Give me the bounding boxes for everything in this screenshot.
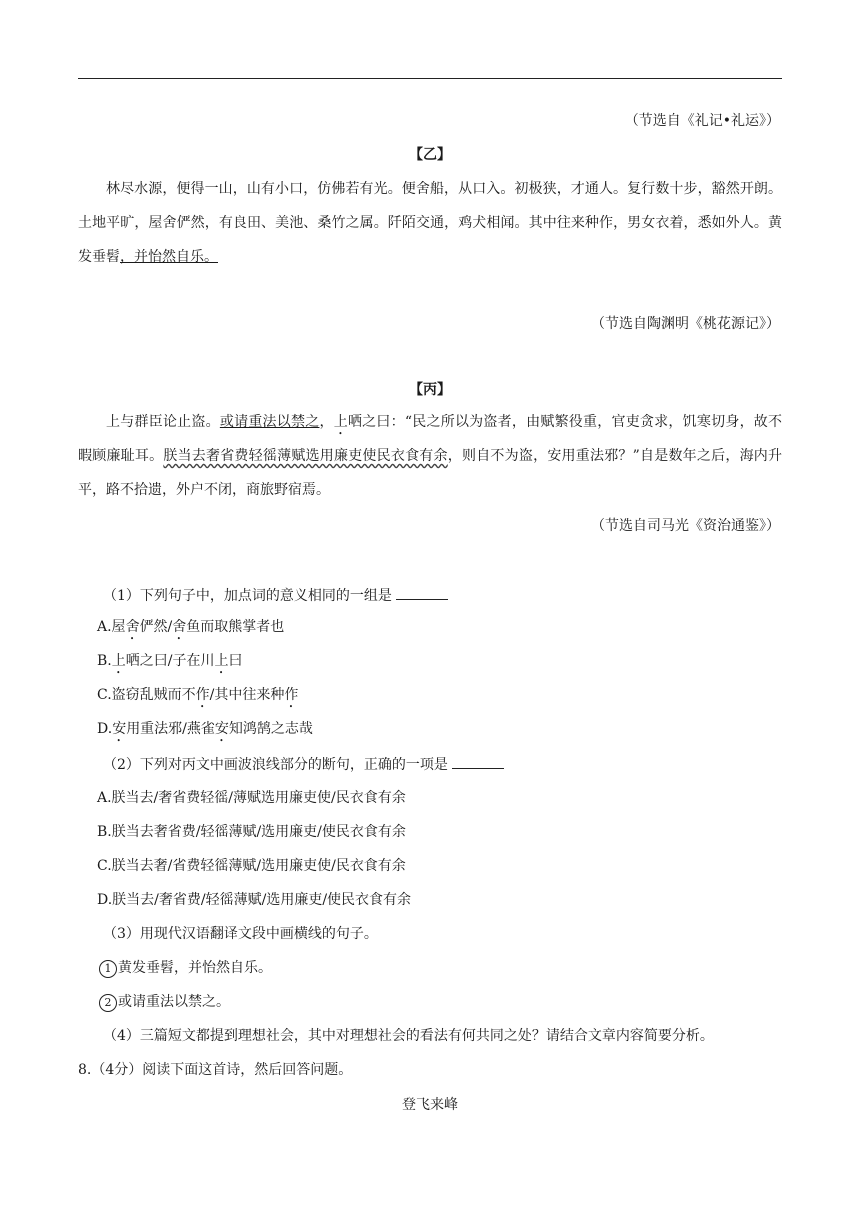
passage-yi-text: 林尽水源，便得一山，山有小口，仿佛若有光。便舍船，从口入。初极狭，才通人。复行数十步，豁然开朗。土地平旷，屋舍俨然，有良田、美池、桑竹之属。阡陌交通，鸡犬相闻。其中往来种作，男女衣着，悉如外人。黄发垂髫 — [78, 181, 782, 265]
passage-bing-dotted-word: 上 — [333, 414, 348, 430]
dotted-word: 作 — [284, 687, 299, 703]
dotted-word: 安 — [112, 721, 127, 737]
question-1-stem — [103, 585, 448, 606]
passage-bing-underlined: 或请重法以禁之 — [219, 414, 320, 430]
q2-option-a[interactable]: A.朕当去/奢省费轻徭/薄赋选用廉吏使/民衣食有余 — [97, 790, 406, 806]
question-3-stem: （3）用现代汉语翻译文段中画横线的句子。 — [103, 926, 378, 942]
source-citation-bing: （节选自司马光《资治通鉴》） — [591, 518, 780, 534]
passage-bing-text-1: 上与群臣论止盗。 — [106, 414, 220, 430]
header-rule — [78, 78, 782, 79]
q3-item-2 — [99, 992, 230, 1012]
poem-title: 登飞来峰 — [402, 1097, 458, 1113]
option-text: C.盗窃乱贼而不 — [97, 687, 196, 703]
passage-bing-text-3: 哂之曰：“民之所以为盗者，由赋繁役重，官吏贪求，饥寒切身，故不暇顾廉耻耳。 — [78, 414, 783, 464]
question-1-text: （1）下列句子中，加点词的意义相同的一组是 — [103, 588, 392, 604]
dotted-word: 上 — [214, 653, 229, 669]
q2-option-b[interactable]: B.朕当去奢省费/轻徭薄赋/选用廉吏/使民衣食有余 — [97, 824, 406, 840]
question-4-stem: （4）三篇短文都提到理想社会，其中对理想社会的看法有何共同之处？请结合文章内容简要分析。 — [103, 1028, 714, 1044]
option-text: D. — [97, 721, 113, 737]
option-text: 用重法邪/燕雀 — [126, 721, 215, 737]
dotted-word: 作 — [195, 687, 210, 703]
passage-bing-wavy-underlined: 朕当去奢省费轻徭薄赋选用廉吏使民衣食有余 — [163, 448, 448, 464]
question-2-text: （2）下列对丙文中画波浪线部分的断句，正确的一项是 — [103, 757, 448, 773]
dotted-word: 舍 — [125, 619, 140, 635]
option-text: B. — [97, 653, 112, 669]
answer-blank-2[interactable] — [452, 754, 504, 769]
passage-bing — [78, 405, 782, 507]
section-heading-yi: 【乙】 — [409, 147, 451, 163]
dotted-word: 安 — [214, 721, 229, 737]
q3-item-1 — [99, 958, 272, 978]
option-text: /其中往来种 — [209, 687, 285, 703]
dotted-word: 舍 — [172, 619, 187, 635]
question-8-stem: 8.（4分）阅读下面这首诗，然后回答问题。 — [78, 1062, 353, 1078]
q1-option-d[interactable] — [97, 719, 313, 745]
q1-option-b[interactable] — [97, 651, 242, 677]
option-text: 知鸿鹄之志哉 — [228, 721, 313, 737]
q3-item-1-text: 黄发垂髫，并怡然自乐。 — [118, 960, 272, 976]
passage-yi — [78, 172, 782, 274]
option-text: A.屋 — [97, 619, 126, 635]
source-citation-a: （节选自《礼记•礼运》） — [624, 113, 780, 129]
source-citation-yi: （节选自陶渊明《桃花源记》） — [591, 316, 780, 332]
q1-option-a[interactable] — [97, 617, 284, 643]
circled-number-2: 2 — [99, 994, 117, 1012]
option-text: 鱼而取熊掌者也 — [186, 619, 285, 635]
circled-number-1: 1 — [99, 960, 117, 978]
q2-option-d[interactable]: D.朕当去/奢省费/轻徭薄赋/选用廉吏/使民衣食有余 — [97, 892, 412, 908]
option-text: 哂之曰/子在川 — [125, 653, 215, 669]
q2-option-c[interactable]: C.朕当去奢/省费轻徭薄赋/选用廉吏使/民衣食有余 — [97, 858, 406, 874]
section-heading-bing: 【丙】 — [409, 382, 451, 398]
dotted-word: 上 — [111, 653, 126, 669]
option-text: 俨然/ — [139, 619, 173, 635]
passage-bing-text-2: ， — [319, 414, 334, 430]
question-2-stem — [103, 754, 504, 775]
answer-blank-1[interactable] — [396, 585, 448, 600]
passage-bing-text-4: ，则自不为盗，安用重法邪？”自是数年之后，海内升平，路不拾遗，外户不闭，商旅野宿焉。 — [78, 448, 783, 498]
q3-item-2-text: 或请重法以禁之。 — [118, 994, 230, 1010]
passage-yi-underlined: ，并怡然自乐。 — [120, 249, 218, 265]
q1-option-c[interactable] — [97, 685, 298, 711]
option-text: 曰 — [228, 653, 243, 669]
